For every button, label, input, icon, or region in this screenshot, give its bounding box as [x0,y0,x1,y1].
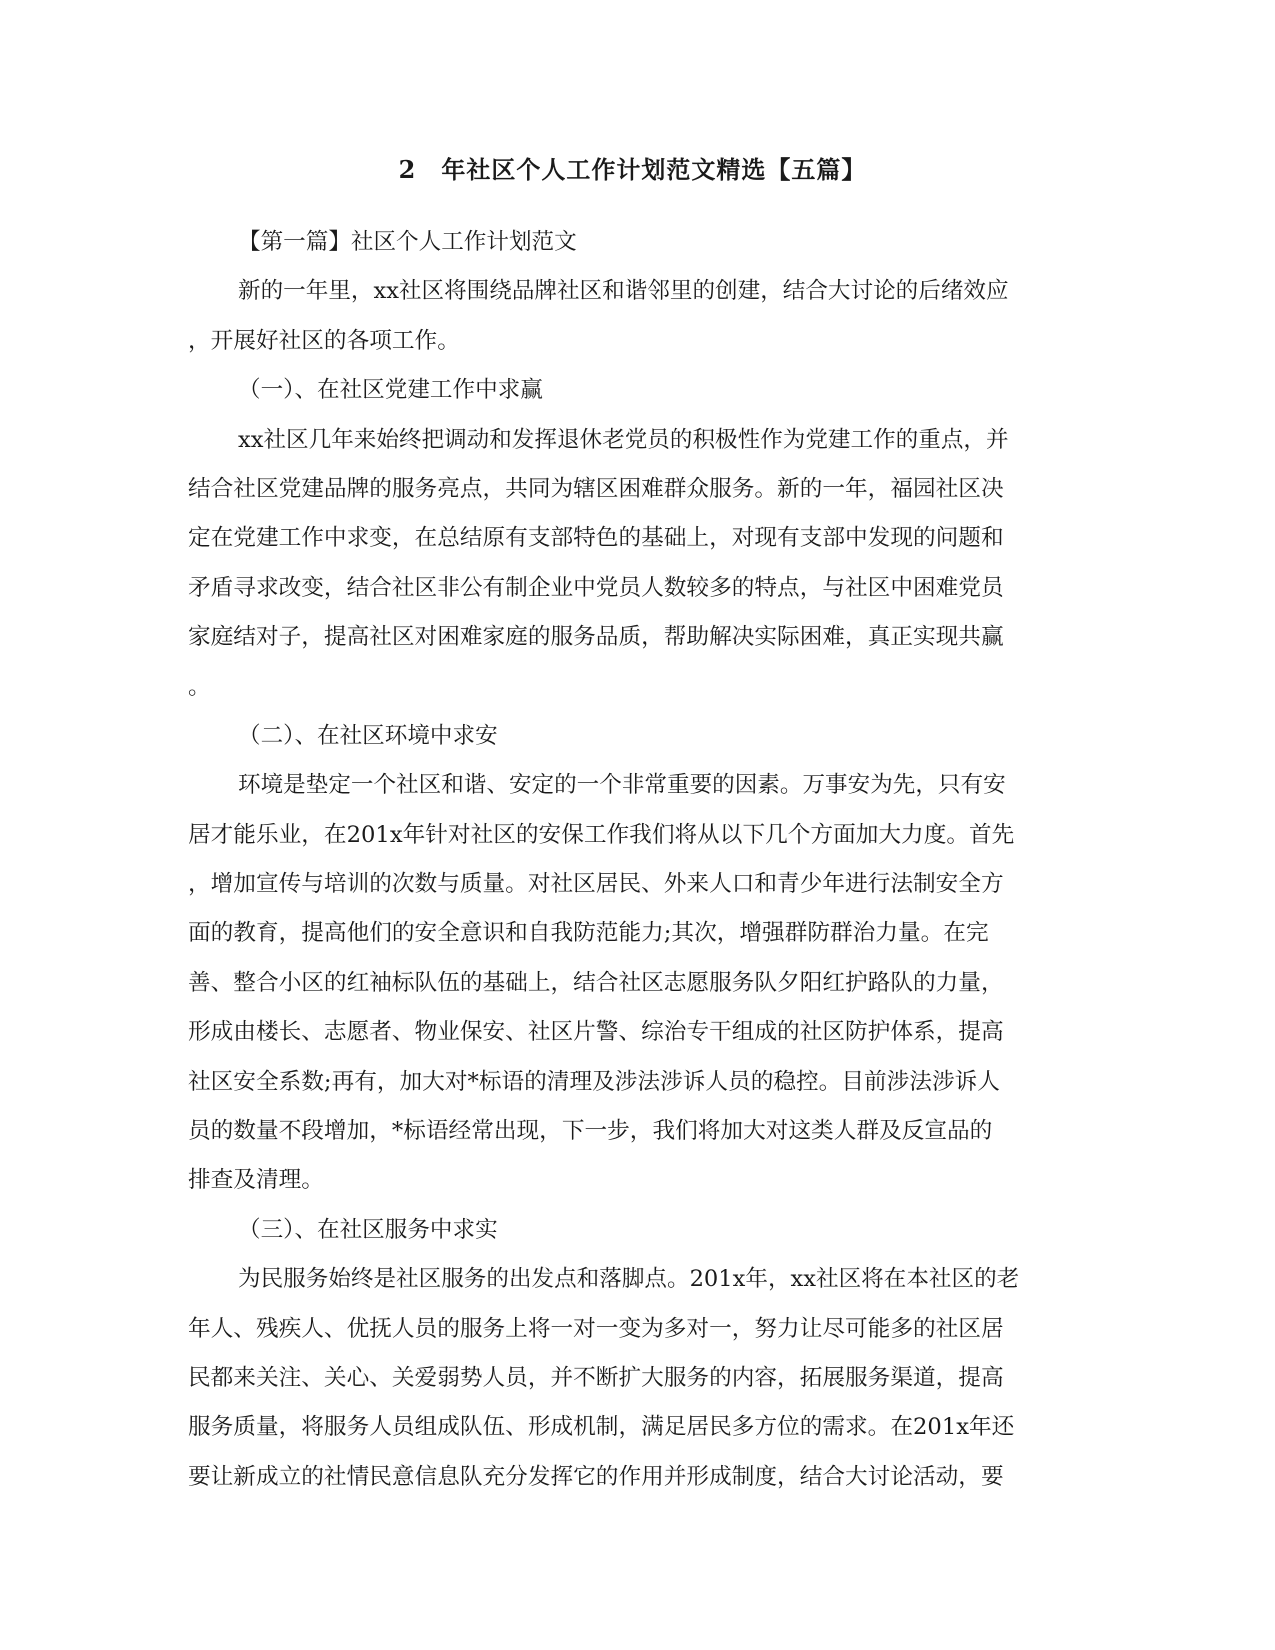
text-line: ，增加宣传与培训的次数与质量。对社区居民、外来人口和青少年进行法制安全方 [188,871,1004,898]
text-line: 矛盾寻求改变，结合社区非公有制企业中党员人数较多的特点，与社区中困难党员 [188,574,1004,601]
text-line: 形成由楼长、志愿者、物业保安、社区片警、综治专干组成的社区防护体系，提高 [188,1019,1004,1046]
text-line: 为民服务始终是社区服务的出发点和落脚点。201x年，xx社区将在本社区的老 [238,1266,1020,1293]
text-line: 排查及清理。 [188,1167,324,1194]
text-line: 善、整合小区的红袖标队伍的基础上，结合社区志愿服务队夕阳红护路队的力量， [188,969,1004,996]
text-line: 家庭结对子，提高社区对困难家庭的服务品质，帮助解决实际困难，真正实现共赢 [188,624,1004,651]
text-line: 新的一年里，xx社区将围绕品牌社区和谐邻里的创建，结合大讨论的后绪效应 [238,278,1009,305]
text-line: （三）、在社区服务中求实 [238,1216,498,1243]
text-line: 年人、残疾人、优抚人员的服务上将一对一变为多对一，努力让尽可能多的社区居 [188,1315,1004,1342]
text-line: （一）、在社区党建工作中求赢 [238,377,543,404]
document-body [188,218,1088,1502]
text-line: 环境是垫定一个社区和谐、安定的一个非常重要的因素。万事安为先，只有安 [238,772,1006,799]
text-line: 要让新成立的社情民意信息队充分发挥它的作用并形成制度，结合大讨论活动，要 [188,1463,1004,1490]
text-line: （二）、在社区环境中求安 [238,722,498,749]
text-line: 员的数量不段增加，*标语经常出现，下一步，我们将加大对这类人群及反宣品的 [188,1118,993,1145]
text-line: 民都来关注、关心、关爱弱势人员，并不断扩大服务的内容，拓展服务渠道，提高 [188,1364,1004,1391]
text-line: 【第一篇】社区个人工作计划范文 [238,229,577,255]
text-line: xx社区几年来始终把调动和发挥退休老党员的积极性作为党建工作的重点，并 [238,426,1009,453]
text-line: 结合社区党建品牌的服务亮点，共同为辖区困难群众服务。新的一年，福园社区决 [188,475,1004,502]
text-line: ，开展好社区的各项工作。 [188,327,460,354]
document-title: 2 年社区个人工作计划范文精选【五篇】 [398,155,867,184]
text-line: 。 [188,673,211,700]
text-line: 面的教育，提高他们的安全意识和自我防范能力;其次，增强群防群治力量。在完 [188,920,989,947]
text-line: 服务质量，将服务人员组成队伍、形成机制，满足居民多方位的需求。在201x年还 [188,1414,1015,1441]
text-line: 居才能乐业，在201x年针对社区的安保工作我们将从以下几个方面加大力度。首先 [188,821,1015,848]
text-line: 定在党建工作中求变，在总结原有支部特色的基础上，对现有支部中发现的问题和 [188,525,1004,552]
text-line: 社区安全系数;再有，加大对*标语的清理及涉法涉诉人员的稳控。目前涉法涉诉人 [188,1068,1000,1095]
